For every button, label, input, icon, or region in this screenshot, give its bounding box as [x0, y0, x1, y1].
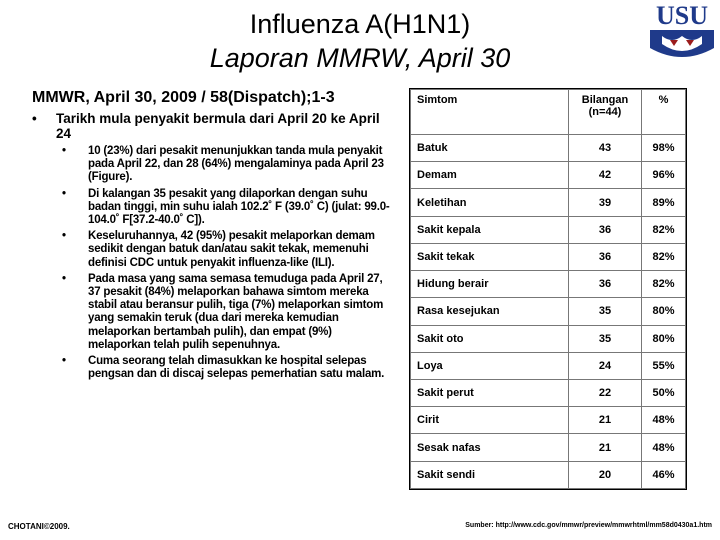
symptom-cell: Cirit [411, 407, 569, 434]
header-percent: % [642, 90, 686, 135]
count-cell: 21 [569, 434, 642, 461]
count-cell: 36 [569, 271, 642, 298]
table-row [411, 271, 686, 298]
table-header-row [411, 90, 686, 135]
percent-cell: 46% [642, 461, 686, 488]
table-row [411, 135, 686, 162]
count-cell: 36 [569, 216, 642, 243]
table-row [411, 189, 686, 216]
svg-text:USU: USU [655, 1, 709, 30]
usu-logo-icon [644, 0, 720, 64]
main-bullet: • Tarikh mula penyakit bermula dari April 20 ke April 24 [30, 111, 392, 141]
percent-cell: 98% [642, 135, 686, 162]
percent-cell: 48% [642, 434, 686, 461]
content-column [30, 88, 392, 384]
count-cell: 35 [569, 325, 642, 352]
table-row [411, 243, 686, 270]
table-row [411, 407, 686, 434]
header-symptom: Simtom [411, 90, 569, 135]
slide-subtitle: Laporan MMRW, April 30 [209, 43, 511, 73]
sub-bullet: • 10 (23%) dari pesakit menunjukkan tanda mula penyakit pada April 22, dan 28 (64%) mengalaminya pada April 23 (Figure). [30, 145, 392, 185]
table-row [411, 461, 686, 488]
percent-cell: 82% [642, 271, 686, 298]
percent-cell: 82% [642, 216, 686, 243]
symptom-cell: Hidung berair [411, 271, 569, 298]
percent-cell: 82% [642, 243, 686, 270]
count-cell: 22 [569, 379, 642, 406]
count-cell: 43 [569, 135, 642, 162]
symptom-cell: Sakit perut [411, 379, 569, 406]
symptom-cell: Keletihan [411, 189, 569, 216]
table-row [411, 298, 686, 325]
symptom-table [409, 88, 687, 490]
count-cell: 39 [569, 189, 642, 216]
copyright-footer: CHOTANI©2009. [8, 522, 70, 531]
percent-cell: 48% [642, 407, 686, 434]
symptom-cell: Sakit sendi [411, 461, 569, 488]
count-cell: 24 [569, 352, 642, 379]
symptom-cell: Loya [411, 352, 569, 379]
symptom-cell: Sesak nafas [411, 434, 569, 461]
percent-cell: 80% [642, 298, 686, 325]
header-count: Bilangan (n=44) [569, 90, 642, 135]
percent-cell: 89% [642, 189, 686, 216]
percent-cell: 96% [642, 162, 686, 189]
table-row [411, 379, 686, 406]
count-cell: 42 [569, 162, 642, 189]
table-row [411, 216, 686, 243]
count-cell: 21 [569, 407, 642, 434]
table-row [411, 352, 686, 379]
source-footer: Sumber: http://www.cdc.gov/mmwr/preview/mmwrhtml/mm58d0430a1.htm [465, 522, 712, 529]
usu-logo [644, 0, 720, 64]
sub-bullet: • Cuma seorang telah dimasukkan ke hospital selepas pengsan dan di discaj selepas pemerhatian satu malam. [30, 355, 392, 381]
count-cell: 36 [569, 243, 642, 270]
count-cell: 20 [569, 461, 642, 488]
report-heading: MMWR, April 30, 2009 / 58(Dispatch);1-3 [32, 89, 335, 106]
table-row [411, 325, 686, 352]
percent-cell: 80% [642, 325, 686, 352]
symptom-cell: Rasa kesejukan [411, 298, 569, 325]
slide-title: Influenza A(H1N1) [249, 9, 471, 39]
symptom-cell: Sakit kepala [411, 216, 569, 243]
symptom-cell: Demam [411, 162, 569, 189]
sub-bullet: • Pada masa yang sama semasa temuduga pada April 27, 37 pesakit (84%) melaporkan bahawa simtom mereka stabil atau beransur pulih, tiga (7%) melaporkan simtom yang semakin teruk (dua dari mereka kemudian melaporkan bertambah pulih), dan empat (9%) melaporkan telah pulih sepenuhnya. [30, 273, 392, 352]
percent-cell: 50% [642, 379, 686, 406]
table-row [411, 434, 686, 461]
symptom-cell: Sakit oto [411, 325, 569, 352]
sub-bullet: • Di kalangan 35 pesakit yang dilaporkan dengan suhu badan tinggi, min suhu ialah 102.2˚ F (39.0˚ C) (julat: 99.0-104.0˚ F[37.2-40.0˚ C]). [30, 188, 392, 228]
count-cell: 35 [569, 298, 642, 325]
symptom-cell: Sakit tekak [411, 243, 569, 270]
table-row [411, 162, 686, 189]
symptom-cell: Batuk [411, 135, 569, 162]
sub-bullet: • Keseluruhannya, 42 (95%) pesakit melaporkan demam sedikit dengan batuk dan/atau sakit tekak, memenuhi definisi CDC untuk penyakit influenza-like (ILI). [30, 230, 392, 270]
percent-cell: 55% [642, 352, 686, 379]
